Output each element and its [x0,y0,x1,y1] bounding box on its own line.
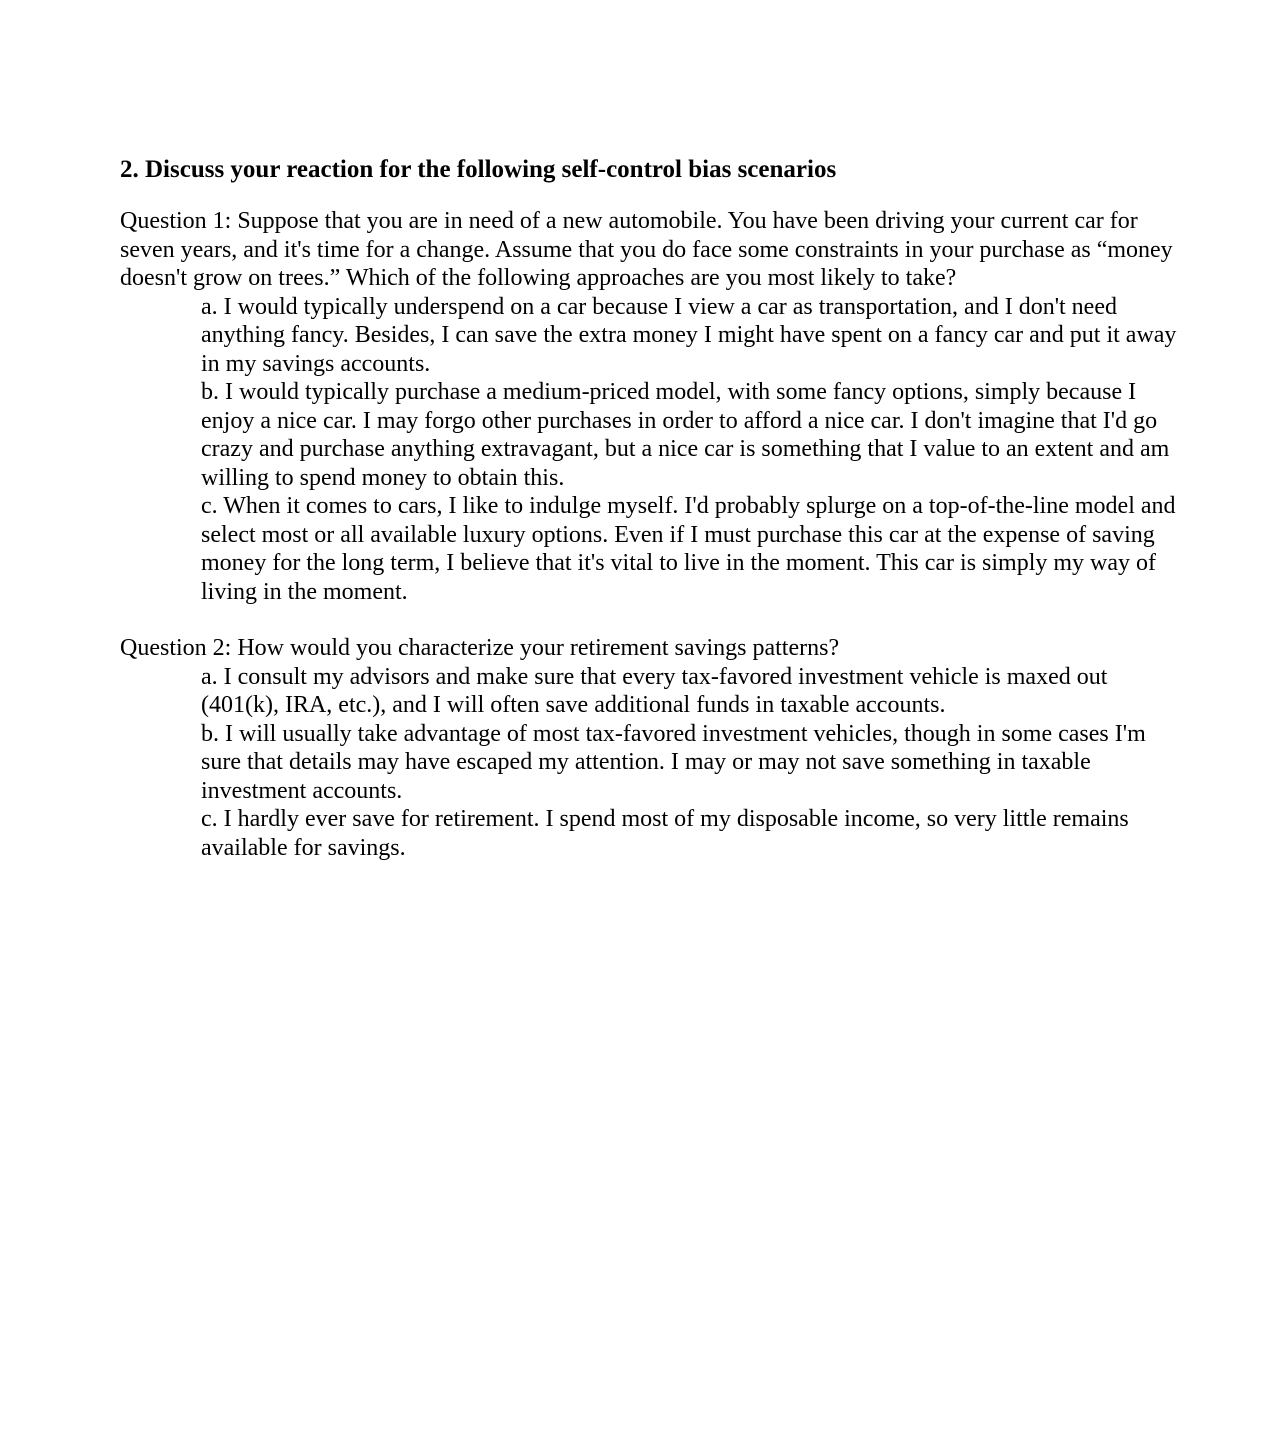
question-1-option-b: b. I would typically purchase a medium-priced model, with some fancy options, simply because I enjoy a nice car. I may forgo other purchases in order to afford a nice car. I don't imagine that I'd go crazy and purchase anything extravagant, but a nice car is something that I value to an extent and am willing to spend money to obtain this. [201,379,1170,491]
question-2-options [120,663,1180,863]
question-1-options [120,293,1180,607]
question-1-option-a: a. I would typically underspend on a car because I view a car as transportation, and I don't need anything fancy. Besides, I can save the extra money I might have spent on a fancy car and put it away in my savings accounts. [201,293,1177,377]
question-spacer [120,606,1180,634]
question-1-prompt: Question 1: Suppose that you are in need of a new automobile. You have been driving your current car for seven years, and it's time for a change. Assume that you do face some constraints in your purchase as “money doesn't grow on trees.” Which of the following approaches are you most likely to take? [120,208,1173,291]
question-1-option-c: c. When it comes to cars, I like to indulge myself. I'd probably splurge on a top-of-the-line model and select most or all available luxury options. Even if I must purchase this car at the expense of saving money for the long term, I believe that it's vital to live in the moment. This car is simply my way of living in the moment. [201,493,1176,605]
document-page [120,155,1180,862]
section-heading: 2. Discuss your reaction for the following self-control bias scenarios [120,156,837,183]
question-2-option-a: a. I consult my advisors and make sure that every tax-favored investment vehicle is maxed out (401(k), IRA, etc.), and I will often save additional funds in taxable accounts. [201,663,1108,718]
question-2-prompt: Question 2: How would you characterize your retirement savings patterns? [120,635,840,661]
question-2-option-c: c. I hardly ever save for retirement. I spend most of my disposable income, so very little remains available for savings. [201,806,1129,861]
question-2-option-b: b. I will usually take advantage of most tax-favored investment vehicles, though in some cases I'm sure that details may have escaped my attention. I may or may not save something in taxable investment accounts. [201,720,1146,804]
